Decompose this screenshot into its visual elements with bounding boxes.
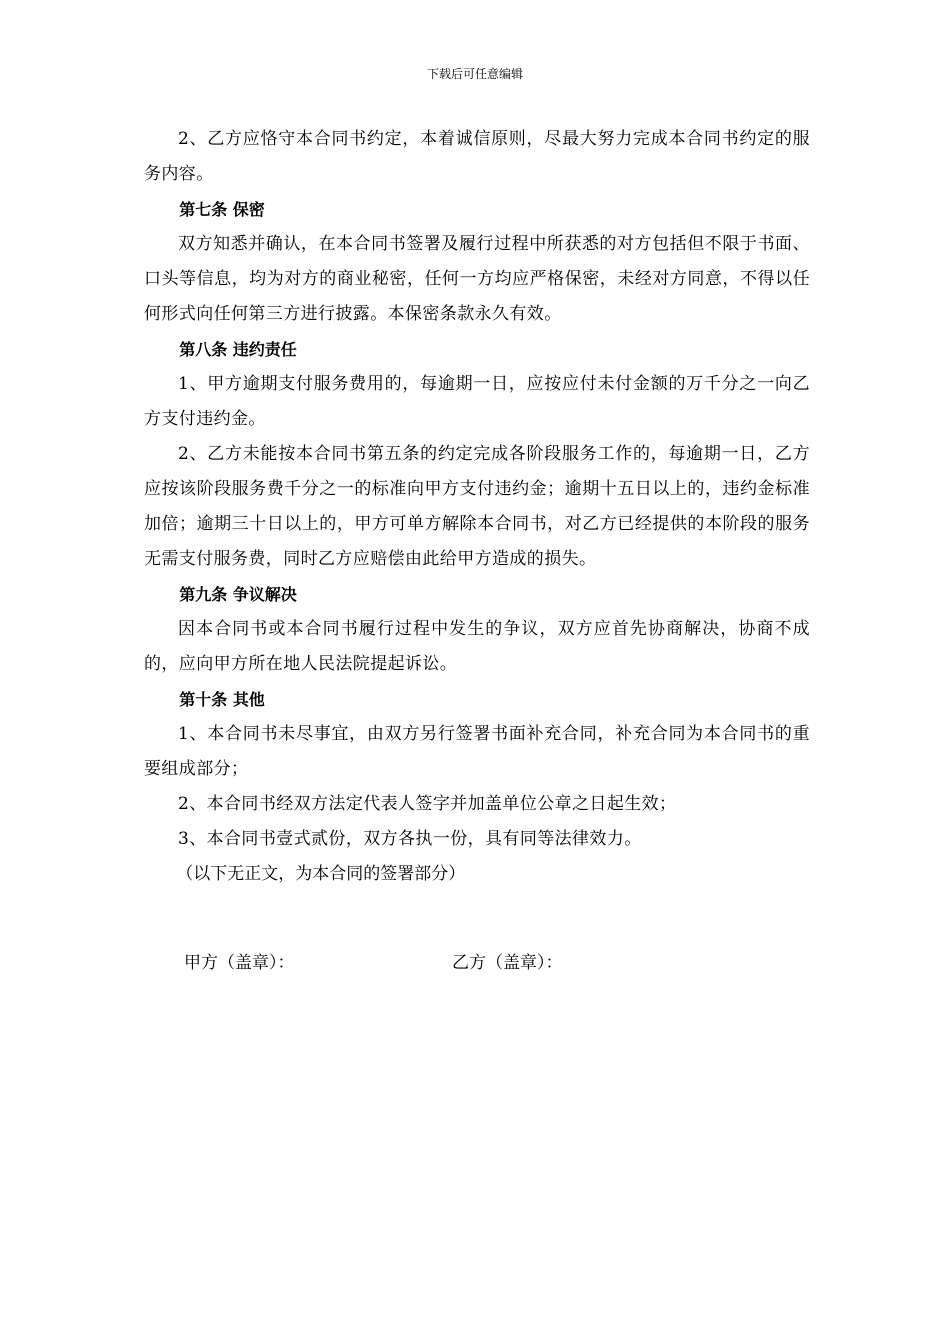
no-further-text-note: （以下无正文，为本合同的签署部分） <box>176 864 466 884</box>
article-10-item-2: 2、本合同书经双方法定代表人签字并加盖单位公章之日起生效； <box>178 794 677 814</box>
article-7-heading: 第七条 保密 <box>179 200 265 219</box>
article-9-text: 因本合同书或本合同书履行过程中发生的争议，双方应首先协商解决，协商不成的，应向甲方所在地人民法院提起诉讼。 <box>144 619 810 674</box>
party-a-seal-label: 甲方（盖章）： <box>184 953 295 973</box>
party-b-seal-label: 乙方（盖章）： <box>452 953 563 973</box>
article-10-item-1: 1、本合同书未尽事宜，由双方另行签署书面补充合同，补充合同为本合同书的重要组成部分； <box>144 724 810 779</box>
article-9-heading: 第九条 争议解决 <box>179 585 297 604</box>
article-8-item-2: 2、乙方未能按本合同书第五条的约定完成各阶段服务工作的，每逾期一日，乙方应按该阶段服务费千分之一的标准向甲方支付违约金；逾期十五日以上的，违约金标准加倍；逾期三十日以上的，甲方可单方解除本合同书，对乙方已经提供的本阶段的服务无需支付服务费，同时乙方应赔偿由此给甲方造成的损失。 <box>144 444 810 569</box>
signature-row <box>184 946 784 981</box>
page-header: 下载后可任意编辑 <box>426 67 523 81</box>
article-8-heading: 第八条 违约责任 <box>179 340 297 359</box>
article-10-item-3: 3、本合同书壹式贰份，双方各执一份，具有同等法律效力。 <box>178 829 642 849</box>
article-7-text: 双方知悉并确认，在本合同书签署及履行过程中所获悉的对方包括但不限于书面、口头等信息，均为对方的商业秘密，任何一方均应严格保密，未经对方同意，不得以任何形式向任何第三方进行披露。本保密条款永久有效。 <box>144 234 810 324</box>
article-8-item-1: 1、甲方逾期支付服务费用的，每逾期一日，应按应付未付金额的万千分之一向乙方支付违约金。 <box>144 374 810 429</box>
article-10-heading: 第十条 其他 <box>179 690 265 709</box>
document-body <box>144 122 810 892</box>
clause-6-item-2: 2、乙方应恪守本合同书约定，本着诚信原则，尽最大努力完成本合同书约定的服务内容。 <box>144 129 810 184</box>
